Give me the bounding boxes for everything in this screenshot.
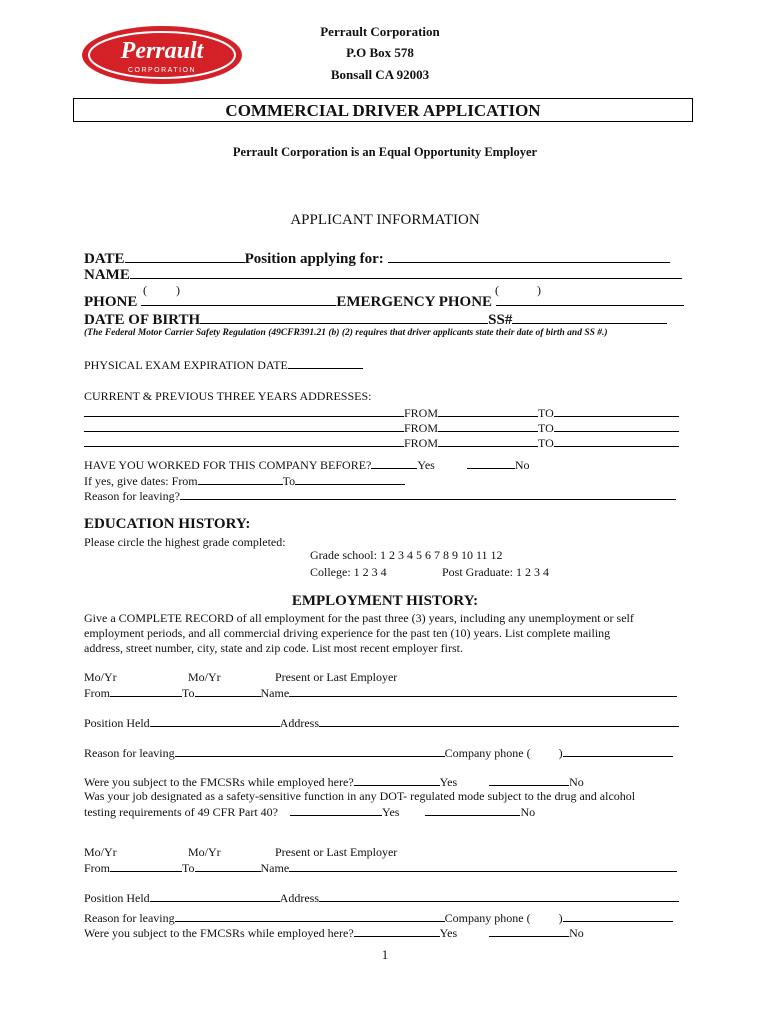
fmcsrs-yes-field[interactable] bbox=[354, 925, 440, 937]
fmcsrs-no-field[interactable] bbox=[489, 774, 569, 786]
from-label: FROM bbox=[404, 436, 439, 450]
fmcsrs-yes-label: Yes bbox=[439, 775, 458, 789]
dot-yes-field[interactable] bbox=[290, 804, 382, 816]
to-label: To bbox=[182, 861, 195, 875]
employer-address-field[interactable] bbox=[319, 890, 679, 902]
company-name: Perrault Corporation bbox=[320, 24, 440, 39]
employment-instructions-3: address, street number, city, state and zip code. List most recent employer first. bbox=[84, 641, 463, 655]
position-held-field[interactable] bbox=[150, 890, 280, 902]
employer-header: Present or Last Employer bbox=[275, 670, 398, 684]
form-title: COMMERCIAL DRIVER APPLICATION bbox=[225, 101, 541, 120]
emergency-phone-label: EMERGENCY PHONE bbox=[336, 294, 493, 310]
to-label: TO bbox=[538, 436, 554, 450]
reason-leaving-field[interactable] bbox=[175, 910, 445, 922]
if-yes-from-field[interactable] bbox=[198, 473, 283, 485]
emergency-phone-field[interactable] bbox=[496, 293, 684, 306]
from-field[interactable] bbox=[438, 435, 538, 447]
if-yes-to-label: To bbox=[282, 474, 296, 488]
address-field[interactable] bbox=[84, 405, 404, 417]
name-field[interactable] bbox=[130, 266, 682, 279]
mo-yr-to-header: Mo/Yr bbox=[188, 670, 221, 684]
employment-instructions-2: employment periods, and all commercial driving experience for the past ten (10) years. List complete mailing bbox=[84, 626, 611, 640]
employer-name-label: Name bbox=[260, 686, 290, 700]
position-field[interactable] bbox=[388, 250, 670, 263]
from-label: From bbox=[84, 861, 111, 875]
from-label: From bbox=[84, 686, 111, 700]
employer-dates-row bbox=[84, 685, 677, 701]
reason-leaving-label: Reason for leaving bbox=[84, 911, 175, 925]
employment-heading: EMPLOYMENT HISTORY: bbox=[291, 593, 479, 609]
company-city: Bonsall CA 92003 bbox=[330, 67, 430, 82]
employer-address-label: Address bbox=[279, 716, 319, 730]
position-held-field[interactable] bbox=[150, 715, 280, 727]
address-row bbox=[84, 435, 679, 451]
employer-dates-row bbox=[84, 860, 677, 876]
address-row bbox=[84, 420, 679, 436]
employer-address-label: Address bbox=[279, 891, 319, 905]
phone-label: PHONE bbox=[84, 294, 138, 310]
fmcsrs-yes-label: Yes bbox=[439, 926, 458, 940]
physical-row bbox=[84, 357, 363, 373]
reason-row bbox=[84, 488, 676, 504]
fmcsrs-no-label: No bbox=[569, 926, 584, 940]
name-label: NAME bbox=[84, 267, 130, 283]
dot-row bbox=[84, 804, 535, 820]
if-yes-label: If yes, give dates: From bbox=[84, 474, 198, 488]
company-phone-paren: ) bbox=[558, 746, 563, 760]
fmcsrs-label: Were you subject to the FMCSRs while employed here? bbox=[84, 775, 354, 789]
fmcsrs-no-label: No bbox=[569, 775, 584, 789]
dot-question-line1: Was your job designated as a safety-sensitive function in any DOT- regulated mode subject to the drug and alcohol bbox=[84, 789, 636, 803]
to-field[interactable] bbox=[195, 860, 261, 872]
page-number: 1 bbox=[381, 947, 389, 962]
dob-field[interactable] bbox=[200, 311, 488, 324]
if-yes-row bbox=[84, 473, 405, 489]
worked-yes-label: Yes bbox=[417, 458, 435, 472]
fmcsrs-no-field[interactable] bbox=[489, 925, 569, 937]
employment-instructions-1: Give a COMPLETE RECORD of all employment for the past three (3) years, including any unemployment or self bbox=[84, 611, 634, 625]
physical-label: PHYSICAL EXAM EXPIRATION DATE bbox=[84, 358, 288, 372]
fmcsrs-row bbox=[84, 774, 584, 790]
reason-leaving-label: Reason for leaving bbox=[84, 746, 175, 760]
name-row bbox=[84, 266, 682, 284]
position-label: Position applying for: bbox=[244, 251, 384, 267]
reason-leaving-field[interactable] bbox=[175, 745, 445, 757]
from-field[interactable] bbox=[110, 685, 182, 697]
from-label: FROM bbox=[404, 421, 439, 435]
fmcsrs-label: Were you subject to the FMCSRs while employed here? bbox=[84, 926, 354, 940]
employer-name-field[interactable] bbox=[289, 685, 677, 697]
to-field[interactable] bbox=[554, 435, 679, 447]
reason-phone-row bbox=[84, 910, 673, 926]
position-held-label: Position Held bbox=[84, 891, 150, 905]
svg-text:CORPORATION: CORPORATION bbox=[127, 67, 197, 74]
dob-row bbox=[84, 311, 667, 329]
worked-no-field[interactable] bbox=[467, 457, 515, 469]
employer-name-label: Name bbox=[260, 861, 290, 875]
from-label: FROM bbox=[404, 406, 439, 420]
fmcsrs-row bbox=[84, 925, 584, 941]
dot-no-label: No bbox=[520, 805, 536, 819]
phone-row bbox=[84, 293, 684, 311]
college[interactable]: College: 1 2 3 4 bbox=[310, 565, 387, 579]
company-po-box: P.O Box 578 bbox=[346, 45, 414, 60]
to-field[interactable] bbox=[195, 685, 261, 697]
ssn-field[interactable] bbox=[512, 311, 667, 324]
employer-name-field[interactable] bbox=[289, 860, 677, 872]
education-instruction: Please circle the highest grade completed: bbox=[84, 535, 286, 549]
phone-paren-close: ) bbox=[176, 283, 180, 297]
eeo-statement: Perrault Corporation is an Equal Opportunity Employer bbox=[232, 145, 538, 159]
post-graduate[interactable]: Post Graduate: 1 2 3 4 bbox=[442, 565, 549, 579]
worked-no-label: No bbox=[514, 458, 530, 472]
position-row bbox=[84, 715, 679, 731]
fmcsr-note: (The Federal Motor Carrier Safety Regulation (49CFR391.21 (b) (2) requires that driver applicants state their date of birth and SS #.) bbox=[84, 328, 608, 338]
if-yes-to-field[interactable] bbox=[295, 473, 405, 485]
form-title-box bbox=[73, 98, 693, 122]
physical-field[interactable] bbox=[288, 357, 363, 369]
from-field[interactable] bbox=[438, 405, 538, 417]
dot-question-line2: testing requirements of 49 CFR Part 40? bbox=[84, 805, 278, 819]
mo-yr-from-header: Mo/Yr bbox=[84, 845, 117, 859]
company-phone-label: Company phone ( bbox=[444, 746, 531, 760]
mo-yr-from-header: Mo/Yr bbox=[84, 670, 117, 684]
from-field[interactable] bbox=[110, 860, 182, 872]
to-field[interactable] bbox=[554, 420, 679, 432]
to-label: To bbox=[182, 686, 195, 700]
address-row bbox=[84, 405, 679, 421]
addresses-label: CURRENT & PREVIOUS THREE YEARS ADDRESSES: bbox=[84, 389, 372, 403]
worked-before-row bbox=[84, 457, 530, 473]
address-field[interactable] bbox=[84, 420, 404, 432]
fmcsrs-yes-field[interactable] bbox=[354, 774, 440, 786]
dot-no-field[interactable] bbox=[425, 804, 520, 816]
emergency-paren-close: ) bbox=[537, 283, 541, 297]
to-label: TO bbox=[538, 421, 554, 435]
from-field[interactable] bbox=[438, 420, 538, 432]
education-heading: EDUCATION HISTORY: bbox=[84, 516, 251, 532]
applicant-heading: APPLICANT INFORMATION bbox=[290, 212, 480, 228]
position-held-label: Position Held bbox=[84, 716, 150, 730]
dob-label: DATE OF BIRTH bbox=[84, 312, 201, 328]
company-phone-label: Company phone ( bbox=[444, 911, 531, 925]
to-label: TO bbox=[538, 406, 554, 420]
grade-school[interactable]: Grade school: 1 2 3 4 5 6 7 8 9 10 11 12 bbox=[310, 548, 503, 562]
mo-yr-to-header: Mo/Yr bbox=[188, 845, 221, 859]
reason-phone-row bbox=[84, 745, 673, 761]
worked-yes-field[interactable] bbox=[371, 457, 417, 469]
phone-field[interactable] bbox=[141, 293, 336, 306]
employer-header: Present or Last Employer bbox=[275, 845, 398, 859]
address-field[interactable] bbox=[84, 435, 404, 447]
date-label: DATE bbox=[84, 251, 125, 267]
worked-before-label: HAVE YOU WORKED FOR THIS COMPANY BEFORE? bbox=[84, 458, 372, 472]
phone-paren-open: ( bbox=[143, 283, 147, 297]
company-phone-field[interactable] bbox=[563, 745, 673, 757]
date-field[interactable] bbox=[125, 250, 245, 263]
company-phone-paren: ) bbox=[558, 911, 563, 925]
ssn-label: SS# bbox=[488, 312, 513, 328]
employer-address-field[interactable] bbox=[319, 715, 679, 727]
to-field[interactable] bbox=[554, 405, 679, 417]
dot-yes-label: Yes bbox=[381, 805, 400, 819]
company-phone-field[interactable] bbox=[563, 910, 673, 922]
reason-field[interactable] bbox=[180, 488, 676, 500]
svg-text:Perrault: Perrault bbox=[120, 38, 204, 64]
emergency-paren-open: ( bbox=[495, 283, 499, 297]
perrault-logo bbox=[80, 24, 245, 86]
position-row bbox=[84, 890, 679, 906]
reason-label: Reason for leaving? bbox=[84, 489, 180, 503]
